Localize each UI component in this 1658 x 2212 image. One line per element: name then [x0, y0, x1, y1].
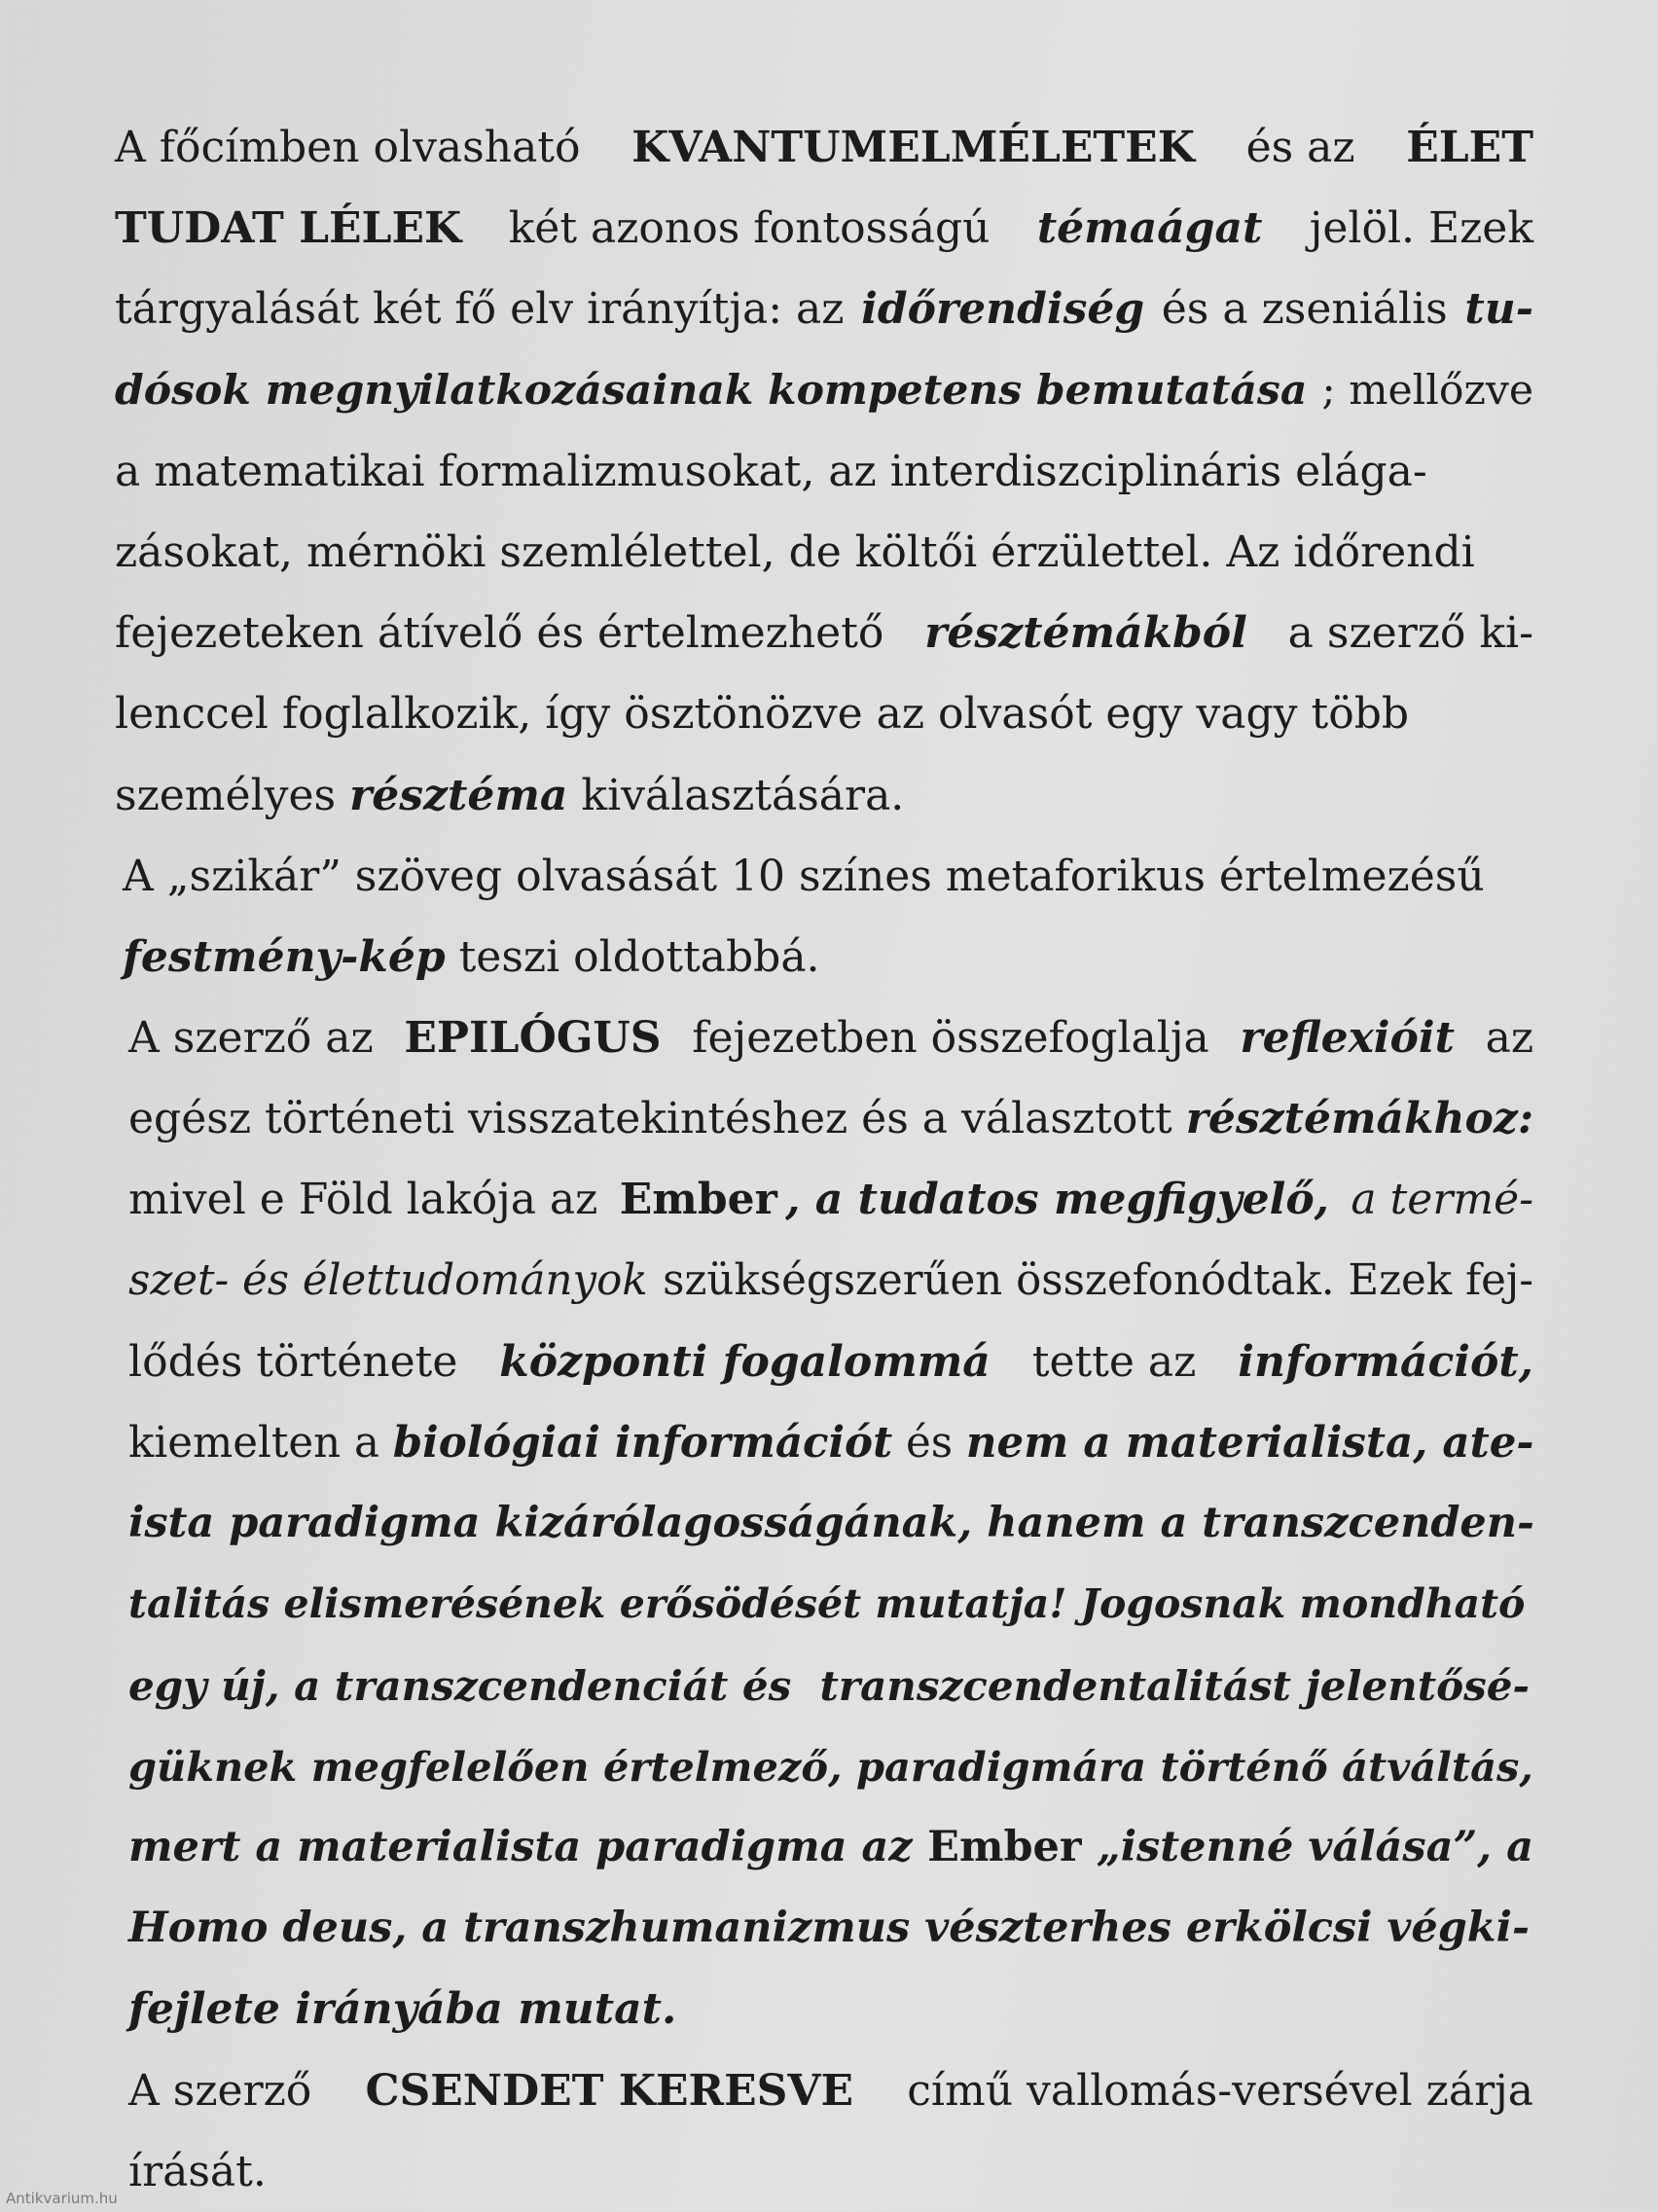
text-line: egy új, a transzcendenciát és transzcendentalitást jelentősé-: [128, 1661, 1530, 1710]
text-line: tárgyalását két fő elv irányítja: az időrendiség és a zseniális tu-: [115, 284, 1533, 335]
text-line: lenccel foglalkozik, így ösztönözve az olvasót egy vagy több: [115, 689, 1410, 740]
paragraph-epilogue: [115, 997, 1533, 2049]
text-line: ista paradigma kizárólagosságának, hanem a transzcenden-: [128, 1499, 1534, 1548]
text-line: talitás elismerésének erősödését mutatja! Jogosnak mondható: [128, 1580, 1526, 1628]
text-line: mert a materialista paradigma az Ember „istenné válása”, a: [128, 1822, 1533, 1871]
text-line: güknek megfelelően értelmező, paradigmára történő átváltás,: [128, 1742, 1533, 1791]
text-line: festmény-kép teszi oldottabbá.: [123, 931, 820, 982]
text-line: A főcímben olvasható KVANTUMELMÉLETEK és az ÉLET: [115, 123, 1533, 172]
text-line: szet- és élettudományok szükségszerűen összefonódtak. Ezek fej-: [128, 1255, 1533, 1305]
paragraph-intro: [115, 107, 1533, 836]
text-line: fejezeteken átívelő és értelmezhető résztémákból a szerző ki-: [115, 608, 1533, 659]
text-line: A szerző CSENDET KERESVE című vallomás-versével zárja: [128, 2065, 1533, 2116]
text-line: TUDAT LÉLEK két azonos fontosságú témaágat jelöl. Ezek: [115, 203, 1533, 254]
book-text-page: [115, 107, 1533, 2212]
text-line: személyes résztéma kiválasztására.: [115, 770, 905, 820]
text-line: dósok megnyilatkozásainak kompetens bemutatása ; mellőzve: [115, 365, 1533, 415]
text-line: fejlete irányába mutat.: [128, 1984, 677, 2035]
text-line: Homo deus, a transzhumanizmus vészterhes erkölcsi végki-: [128, 1904, 1530, 1953]
text-line: a matematikai formalizmusokat, az interdiszciplináris elága-: [115, 446, 1427, 496]
text-line: zásokat, mérnöki szemlélettel, de költői érzülettel. Az időrendi: [115, 526, 1475, 577]
text-line: A „szikár” szöveg olvasását 10 színes metaforikus értelmezésű: [123, 851, 1485, 901]
text-line: A szerző az EPILÓGUS fejezetben összefoglalja reflexióit az: [128, 1013, 1533, 1064]
text-line: mivel e Föld lakója az Ember , a tudatos megfigyelő, a termé-: [128, 1175, 1533, 1225]
text-line: lődés története központi fogalommá tette az információt,: [128, 1336, 1533, 1387]
text-line: egész történeti visszatekintéshez és a választott résztémákhoz:: [128, 1094, 1534, 1144]
paragraph-paintings: [115, 836, 1533, 997]
watermark: Antikvarium.hu: [6, 2190, 118, 2207]
text-line: írását.: [128, 2146, 267, 2196]
paragraph-closing: [115, 2050, 1533, 2212]
text-line: kiemelten a biológiai információt és nem a materialista, ate-: [128, 1418, 1534, 1468]
